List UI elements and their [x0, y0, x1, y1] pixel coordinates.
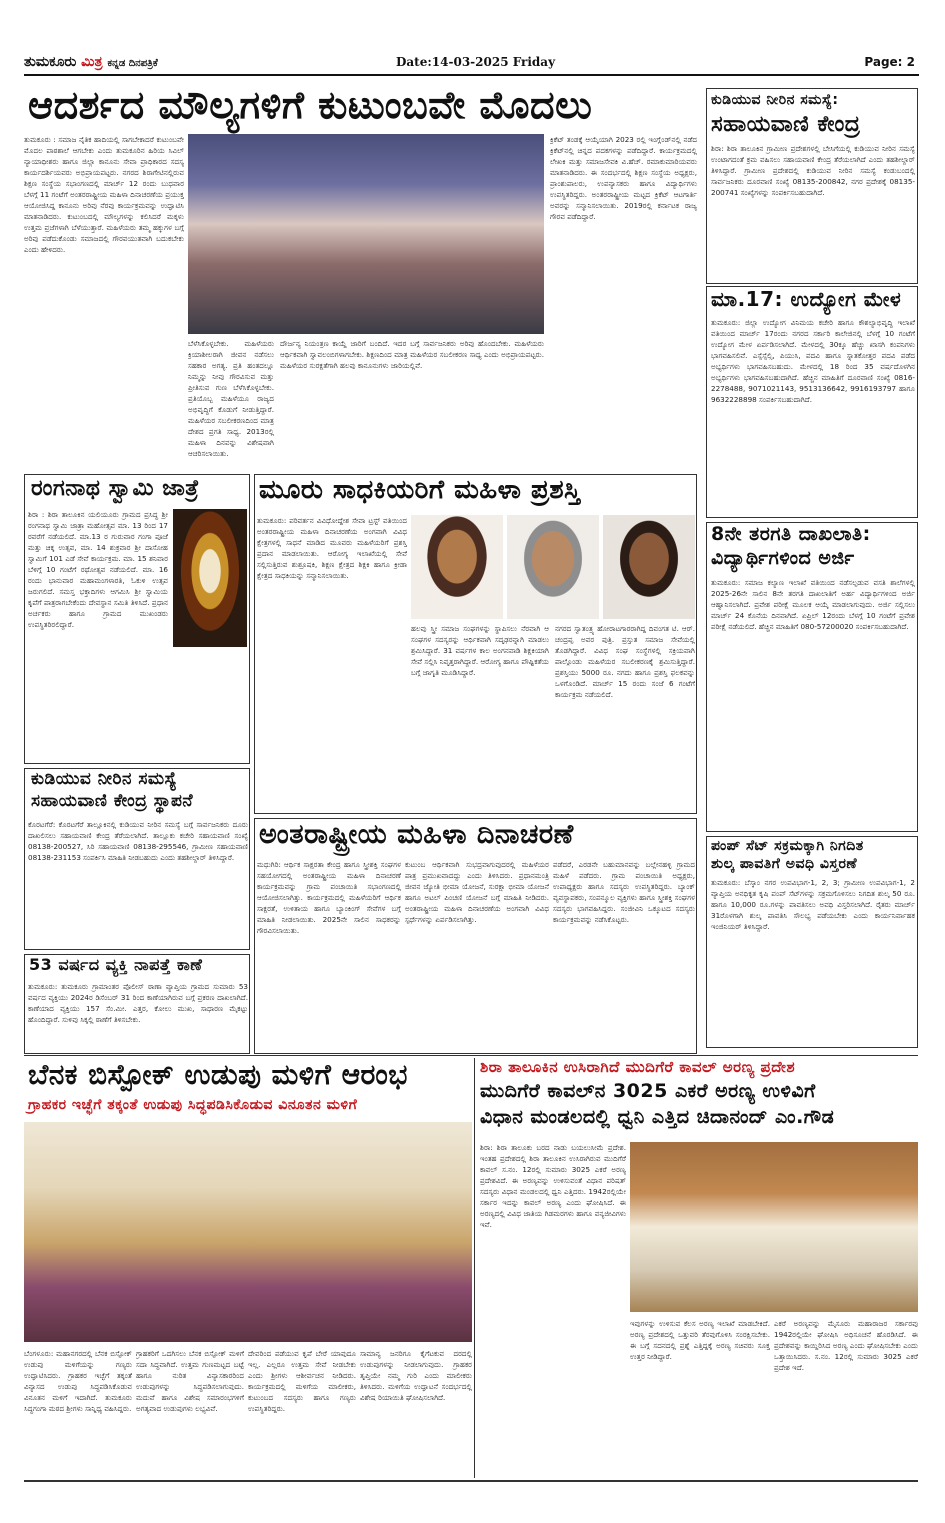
divider	[474, 1058, 475, 1478]
deity-photo	[173, 509, 247, 647]
headline-forest-1: ಮುದಿಗೆರೆ ಕಾವಲ್‌ನ 3025 ಎಕರೆ ಅರಣ್ಯ ಉಳಿವಿಗೆ	[480, 1080, 816, 1102]
headline-water-center-2: ಸಹಾಯವಾಣಿ ಕೇಂದ್ರ ಸ್ಥಾಪನೆ	[31, 791, 194, 811]
values-col-3: ದೌರ್ಜನ್ಯ ನಿಯಂತ್ರಣ ಕಾಯ್ದೆ ಜಾರಿಗೆ ಬಂದಿದೆ. ಇದರ ಬಗ್ಗೆ ಸಾರ್ವಜನಿಕರು ಅರಿವು ಹೊಂದಬೇಕು. ಮಹಿಳೆಯರು ಆರ್ಥಿಕವಾಗಿ ಸ್ವಾವಲಂಬಿಗಳಾಗಬೇಕು. ಶಿಕ್ಷಣದಿಂದ ಮಾತ್ರ ಮಹಿಳೆಯರ ಸಬಲೀಕರಣ ಸಾಧ್ಯ ಎಂದು ಅಭಿಪ್ರಾಯಪಟ್ಟರು. ಮಹಿಳೆಯರ ಸುರಕ್ಷತೆಗಾಗಿ ಹಲವು ಕಾನೂನುಗಳು ಜಾರಿಯಲ್ಲಿವೆ.	[280, 339, 544, 370]
brand-left: ತುಮಕೂರು	[24, 54, 77, 70]
article-missing-man	[24, 954, 250, 1054]
awards-col-3: ನಗರದ ಸ್ವಾತಂತ್ರ್ಯ ಹೋರಾಟಗಾರರಾಗಿದ್ದ ದಿವಂಗತ ಟಿ. ಆರ್. ಚಂದ್ರಪ್ಪ ಅವರ ಪುತ್ರಿ. ಪ್ರಸ್ತುತ ಸಮಾಜ ಸೇವೆಯಲ್ಲಿ ತೊಡಗಿದ್ದಾರೆ. ವಿವಿಧ ಸಂಘ ಸಂಸ್ಥೆಗಳಲ್ಲಿ ಸಕ್ರಿಯವಾಗಿ ಪಾಲ್ಗೊಂಡು ಮಹಿಳೆಯರ ಸಬಲೀಕರಣಕ್ಕೆ ಶ್ರಮಿಸುತ್ತಿದ್ದಾರೆ. ಪ್ರಶಸ್ತಿಯು 5000 ರೂ. ನಗದು ಹಾಗೂ ಪ್ರಶಸ್ತಿ ಫಲಕವನ್ನು ಒಳಗೊಂಡಿದೆ. ಮಾರ್ಚ್ 15 ರಂದು ಸಂಜೆ 6 ಗಂಟೆಗೆ ಕಾರ್ಯಕ್ರಮ ನಡೆಯಲಿದೆ.	[555, 624, 695, 699]
article-women-awards	[254, 474, 697, 814]
job-fair-body: ತುಮಕೂರು: ಜಿಲ್ಲಾ ಉದ್ಯೋಗ ವಿನಿಮಯ ಕಚೇರಿ ಹಾಗೂ ಕೌಶಲ್ಯಾಭಿವೃದ್ಧಿ ಇಲಾಖೆ ವತಿಯಿಂದ ಮಾರ್ಚ್ 17ರಂದು ನಗರದ ಸರ್ಕಾರಿ ಕಾಲೇಜಿನಲ್ಲಿ ಬೆಳಗ್ಗೆ 10 ಗಂಟೆಗೆ ಉದ್ಯೋಗ ಮೇಳ ಏರ್ಪಡಿಸಲಾಗಿದೆ. ಮೇಳದಲ್ಲಿ 30ಕ್ಕೂ ಹೆಚ್ಚು ಖಾಸಗಿ ಕಂಪನಿಗಳು ಭಾಗವಹಿಸಲಿವೆ. ಎಸ್ಸೆಸ್ಸೆಲ್ಸಿ, ಪಿಯುಸಿ, ಪದವಿ ಹಾಗೂ ಸ್ನಾತಕೋತ್ತರ ಪದವಿ ಪಡೆದ ಅಭ್ಯರ್ಥಿಗಳು ಭಾಗವಹಿಸಬಹುದು. ಮೇಳದಲ್ಲಿ 18 ರಿಂದ 35 ವರ್ಷದೊಳಗಿನ ಅಭ್ಯರ್ಥಿಗಳು ಭಾಗವಹಿಸಬಹುದಾಗಿದೆ. ಹೆಚ್ಚಿನ ಮಾಹಿತಿಗೆ ದೂರವಾಣಿ ಸಂಖ್ಯೆ 0816-2278488, 9071021143, 9513136642, 9916193797 ಹಾಗೂ 9632228898 ಸಂಪರ್ಕಿಸಬಹುದಾಗಿದೆ.	[711, 318, 915, 404]
awardee-photo-2	[507, 515, 599, 619]
benaka-col-4: ಸಾಮಾನ್ಯ ಜನರಿಗೂ ಕೈಗೆಟಕುವ ದರದಲ್ಲಿ ಉಡುಪುಗಳನ್ನು ನೀಡಲಾಗುವುದು. ಗ್ರಾಹಕರ ತೃಪ್ತಿಯೇ ನಮ್ಮ ಗುರಿ ಎಂದು ಮಾಲೀಕರು ತಿಳಿಸಿದರು. ಮಳಿಗೆಯ ಉದ್ಘಾಟನೆ ಸಂದರ್ಭದಲ್ಲಿ ವಿಶೇಷ ರಿಯಾಯಿತಿ ಘೋಷಿಸಲಾಗಿದೆ.	[360, 1349, 472, 1402]
tagline: ಕನ್ನಡ ದಿನಪತ್ರಿಕೆ	[107, 58, 158, 69]
headline-pumpset-2: ಶುಲ್ಕ ಪಾವತಿಗೆ ಅವಧಿ ವಿಸ್ತರಣೆ	[711, 856, 858, 872]
missing-man-body: ತುಮಕೂರು: ತುಮಕೂರು ಗ್ರಾಮಾಂತರ ಪೊಲೀಸ್ ಠಾಣಾ ವ್ಯಾಪ್ತಿಯ ಗ್ರಾಮದ ಸುಮಾರು 53 ವರ್ಷದ ವ್ಯಕ್ತಿಯು 2024ರ ಡಿಸೆಂಬರ್ 31 ರಿಂದ ಕಾಣೆಯಾಗಿರುವ ಬಗ್ಗೆ ಪ್ರಕರಣ ದಾಖಲಾಗಿದೆ. ಕಾಣೆಯಾದ ವ್ಯಕ್ತಿಯು 157 ಸೆಂ.ಮೀ. ಎತ್ತರ, ಕೋಲು ಮುಖ, ಸಾಧಾರಣ ಮೈಕಟ್ಟು ಹೊಂದಿದ್ದಾರೆ. ಸುಳಿವು ಸಿಕ್ಕಲ್ಲಿ ಠಾಣೆಗೆ ತಿಳಿಸಬೇಕು.	[28, 982, 248, 1024]
awardee-photo-3	[603, 515, 695, 619]
womens-day-col-2: ಕುಟುಂಬ ಆರ್ಥಿಕವಾಗಿ ಸುಭದ್ರವಾಗುವುದರಲ್ಲಿ ಮಹಿಳೆಯರ ಪಾತ್ರ ಪ್ರಮುಖವಾದದ್ದು ಎಂದು ತಿಳಿಸಿದರು. ಪ್ರಧಾನಮಂತ್ರಿ ಜೀವನ ಜ್ಯೋತಿ ಭೀಮಾ ಯೋಜನೆ, ಸುರಕ್ಷಾ ಭೀಮಾ ಯೋಜನೆ ಹಾಗೂ ಅಟಲ್ ಪಿಂಚಣಿ ಯೋಜನೆ ಬಗ್ಗೆ ಮಾಹಿತಿ ನೀಡಿದರು. ಅಂತರಾಷ್ಟ್ರೀಯ ಮಹಿಳಾ ದಿನಾಚರಣೆಯ ಅಂಗವಾಗಿ ವಿವಿಧ ಸ್ಪರ್ಧೆಗಳನ್ನು ಏರ್ಪಡಿಸಲಾಗಿತ್ತು.	[405, 860, 549, 924]
masthead	[24, 54, 158, 70]
mla-photo	[630, 1142, 918, 1312]
article-admission	[706, 522, 918, 832]
article-ranganatha	[24, 474, 250, 764]
article-womens-day	[254, 818, 697, 1054]
article-pumpset	[706, 836, 918, 1048]
womens-day-col-1: ಮಧುಗಿರಿ: ಆರ್ಥಿಕ ಸಾಕ್ಷರತಾ ಕೇಂದ್ರ ಹಾಗೂ ಸ್ತ್ರೀಶಕ್ತಿ ಸಂಘಗಳ ಸಹಯೋಗದಲ್ಲಿ ಅಂತರಾಷ್ಟ್ರೀಯ ಮಹಿಳಾ ದಿನಾಚರಣೆ ಕಾರ್ಯಕ್ರಮವನ್ನು ಗ್ರಾಮ ಪಂಚಾಯಿತಿ ಸಭಾಂಗಣದಲ್ಲಿ ಆಯೋಜಿಸಲಾಗಿತ್ತು. ಕಾರ್ಯಕ್ರಮದಲ್ಲಿ ಮಹಿಳೆಯರಿಗೆ ಆರ್ಥಿಕ ಸಾಕ್ಷರತೆ, ಉಳಿತಾಯ ಹಾಗೂ ಬ್ಯಾಂಕಿಂಗ್ ಸೇವೆಗಳ ಬಗ್ಗೆ ಮಾಹಿತಿ ನೀಡಲಾಯಿತು. 2025ನೇ ಸಾಲಿನ ಸಾಧಕರನ್ನು ಗೌರವಿಸಲಾಯಿತು.	[257, 860, 401, 935]
values-col-2: ಬೆಳೆಸಿಕೊಳ್ಳಬೇಕು. ಮಹಿಳೆಯರು ಕ್ರಿಯಾಶೀಲರಾಗಿ ಜೀವನ ನಡೆಸಲು ಸಹಕಾರ ಅಗತ್ಯ. ಪ್ರತಿ ಹಂತದಲ್ಲೂ ನಿಮ್ಮನ್ನು ನೀವು ಗೌರವಿಸುವ ಮತ್ತು ಪ್ರೀತಿಸುವ ಗುಣ ಬೆಳೆಸಿಕೊಳ್ಳಬೇಕು. ಪ್ರತಿಯೊಬ್ಬ ಮಹಿಳೆಯೂ ರಾಜ್ಯದ ಅಭಿವೃದ್ಧಿಗೆ ಕೊಡುಗೆ ನೀಡುತ್ತಿದ್ದಾರೆ. ಮಹಿಳೆಯರ ಸಬಲೀಕರಣದಿಂದ ಮಾತ್ರ ದೇಶದ ಪ್ರಗತಿ ಸಾಧ್ಯ. 2013ರಲ್ಲಿ ಮಹಿಳಾ ದಿನವನ್ನು ವಿಶೇಷವಾಗಿ ಆಚರಿಸಲಾಯಿತು.	[188, 339, 274, 458]
benaka-col-3: ದೇವರಿಂದ ಪಡೆಯುವ ಕೃಪೆ ಬೇರೆ ಯಾವುದೂ ಇಲ್ಲ. ಎಲ್ಲರೂ ಉತ್ತಮ ಸೇವೆ ನೀಡಬೇಕು ಎಂದು ಶ್ರೀಗಳು ಆಶೀರ್ವಚನ ನೀಡಿದರು. ಕಾರ್ಯಕ್ರಮದಲ್ಲಿ ಮಳಿಗೆಯ ಮಾಲೀಕರು, ಕುಟುಂಬದ ಸದಸ್ಯರು ಹಾಗೂ ಗಣ್ಯರು ಉಪಸ್ಥಿತರಿದ್ದರು.	[248, 1349, 356, 1413]
footer-rule	[24, 1480, 918, 1482]
dateline: Date:14-03-2025 Friday	[396, 55, 556, 69]
event-photo	[188, 134, 544, 334]
headline-missing-man: 53 ವರ್ಷದ ವ್ಯಕ್ತಿ ನಾಪತ್ತೆ ಕಾಣೆ	[29, 955, 203, 974]
headline-admission-2: ವಿದ್ಯಾರ್ಥಿಗಳಿಂದ ಅರ್ಜಿ	[711, 547, 855, 569]
headline-water-center-1: ಕುಡಿಯುವ ನೀರಿನ ಸಮಸ್ಯೆ	[31, 769, 178, 789]
article-water-center	[24, 768, 250, 950]
kicker-forest: ಶಿರಾ ತಾಲೂಕಿನ ಉಸಿರಾಗಿದೆ ಮುದಿಗೆರೆ ಕಾವಲ್ ಅರಣ್ಯ ಪ್ರದೇಶ	[480, 1058, 796, 1076]
water-center-body: ಕೊರಟಗೆರೆ: ಕೊರಟಗೆರೆ ತಾಲ್ಲೂಕಿನಲ್ಲಿ ಕುಡಿಯುವ ನೀರಿನ ಸಮಸ್ಯೆ ಬಗ್ಗೆ ಸಾರ್ವಜನಿಕರು ದೂರು ದಾಖಲಿಸಲು ಸಹಾಯವಾಣಿ ಕೇಂದ್ರ ತೆರೆಯಲಾಗಿದೆ. ತಾಲ್ಲೂಕು ಕಚೇರಿ ಸಹಾಯವಾಣಿ ಸಂಖ್ಯೆ 08138-200527, ಸಿರಿ ಸಹಾಯವಾಣಿ 08138-295546, ಗ್ರಾಮೀಣ ಸಹಾಯವಾಣಿ 08138-231153 ಸಂಪರ್ಕಿಸಿ ಮಾಹಿತಿ ನೀಡಬಹುದು ಎಂದು ತಹಶೀಲ್ದಾರ್ ತಿಳಿಸಿದ್ದಾರೆ.	[28, 820, 248, 862]
article-job-fair	[706, 286, 918, 518]
article-forest	[476, 1058, 918, 1478]
shop-opening-photo	[24, 1122, 472, 1342]
headline-water-helpline-2: ಸಹಾಯವಾಣಿ ಕೇಂದ್ರ	[711, 112, 861, 137]
headline-values-family: ಆದರ್ಶದ ಮೌಲ್ಯಗಳಿಗೆ ಕುಟುಂಬವೇ ಮೊದಲು	[28, 83, 593, 127]
divider	[24, 1055, 918, 1056]
awards-col-1: ತುಮಕೂರು: ಪರಿವರ್ತನ ವಿವಿಧೋದ್ದೇಶ ಸೇವಾ ಟ್ರಸ್ಟ್ ವತಿಯಿಂದ ಅಂತರರಾಷ್ಟ್ರೀಯ ಮಹಿಳಾ ದಿನಾಚರಣೆಯ ಅಂಗವಾಗಿ ವಿವಿಧ ಕ್ಷೇತ್ರಗಳಲ್ಲಿ ಸಾಧನೆ ಮಾಡಿದ ಮೂವರು ಮಹಿಳೆಯರಿಗೆ ಪ್ರಶಸ್ತಿ ಪ್ರದಾನ ಮಾಡಲಾಯಿತು. ಆರೋಗ್ಯ ಇಲಾಖೆಯಲ್ಲಿ ಸೇವೆ ಸಲ್ಲಿಸುತ್ತಿರುವ ಶುಶ್ರೂಷಕಿ, ಶಿಕ್ಷಣ ಕ್ಷೇತ್ರದ ಶಿಕ್ಷಕಿ ಹಾಗೂ ಕ್ರೀಡಾ ಕ್ಷೇತ್ರದ ಸಾಧಕಿಯನ್ನು ಸನ್ಮಾನಿಸಲಾಯಿತು.	[257, 516, 407, 580]
forest-col-1: ಶಿರಾ: ಶಿರಾ ತಾಲೂಕು ಬರದ ನಾಡು ಬಯಲುಸೀಮೆ ಪ್ರದೇಶ. ಇಂತಹ ಪ್ರದೇಶದಲ್ಲಿ ಶಿರಾ ತಾಲೂಕಿನ ಉಸಿರಾಗಿರುವ ಮುದಿಗೆರೆ ಕಾವಲ್ ಸ.ನಂ. 12ರಲ್ಲಿ ಸುಮಾರು 3025 ಎಕರೆ ಅರಣ್ಯ ಪ್ರದೇಶವಿದೆ. ಈ ಅರಣ್ಯವನ್ನು ಉಳಿಸುವಂತೆ ವಿಧಾನ ಪರಿಷತ್ ಸದಸ್ಯರು ವಿಧಾನ ಮಂಡಲದಲ್ಲಿ ಧ್ವನಿ ಎತ್ತಿದರು. 1942ರಲ್ಲಿಯೇ ಸರ್ಕಾರ ಇದನ್ನು ಕಾವಲ್ ಅರಣ್ಯ ಎಂದು ಘೋಷಿಸಿದೆ. ಈ ಅರಣ್ಯದಲ್ಲಿ ವಿವಿಧ ಜಾತಿಯ ಗಿಡಮರಗಳು ಹಾಗೂ ವನ್ಯಜೀವಿಗಳು ಇವೆ.	[480, 1143, 626, 1229]
forest-col-3: ಎಕರೆ ಅರಣ್ಯವನ್ನು ಮೈಸೂರು ಮಹಾರಾಜರ ಸರ್ಕಾರವು 1942ರಲ್ಲಿಯೇ ಘೋಷಿಸಿ ಅಧಿಸೂಚನೆ ಹೊರಡಿಸಿದೆ. ಈ ಪ್ರದೇಶವನ್ನು ಕಾಯ್ದಿರಿಸಿದ ಅರಣ್ಯ ಎಂದು ಘೋಷಿಸಬೇಕು ಎಂದು ಒತ್ತಾಯಿಸಿದರು. ಸ.ನಂ. 12ರಲ್ಲಿ ಸುಮಾರು 3025 ಎಕರೆ ಪ್ರದೇಶ ಇದೆ.	[774, 1319, 918, 1372]
headline-water-helpline-1: ಕುಡಿಯುವ ನೀರಿನ ಸಮಸ್ಯೆ:	[711, 92, 839, 108]
headline-forest-2: ವಿಧಾನ ಮಂಡಲದಲ್ಲಿ ಧ್ವನಿ ಎತ್ತಿದ ಚಿದಾನಂದ್ ಎಂ.ಗೌಡ	[480, 1106, 835, 1128]
womens-day-col-3: ಪಡೆದರೆ, ಎರಡನೇ ಬಹುಮಾನವನ್ನು ಬಲ್ಲೇನಹಳ್ಳಿ ಗ್ರಾಮದ ಮಹಿಳೆ ಪಡೆದರು. ಗ್ರಾಮ ಪಂಚಾಯಿತಿ ಅಧ್ಯಕ್ಷರು, ಉಪಾಧ್ಯಕ್ಷರು ಹಾಗೂ ಸದಸ್ಯರು ಉಪಸ್ಥಿತರಿದ್ದರು. ಬ್ಯಾಂಕ್ ವ್ಯವಸ್ಥಾಪಕರು, ಸಂಪನ್ಮೂಲ ವ್ಯಕ್ತಿಗಳು ಹಾಗೂ ಸ್ತ್ರೀಶಕ್ತಿ ಸಂಘಗಳ ಸದಸ್ಯರು ಭಾಗವಹಿಸಿದ್ದರು. ಸಂಜೀವಿನಿ ಒಕ್ಕೂಟದ ಸದಸ್ಯರು ಕಾರ್ಯಕ್ರಮವನ್ನು ನಡೆಸಿಕೊಟ್ಟರು.	[553, 860, 695, 924]
values-col-1: ತುಮಕೂರು : ಸಮಾಜ ನೈತಿಕ ಹಾದಿಯಲ್ಲಿ ಸಾಗಬೇಕಾದರೆ ಕುಟುಂಬವೇ ಮೊದಲ ಪಾಠಶಾಲೆ ಆಗಬೇಕು ಎಂದು ತುಮಕೂರಿನ ಹಿರಿಯ ಸಿವಿಲ್ ನ್ಯಾಯಾಧೀಶರು ಹಾಗೂ ಜಿಲ್ಲಾ ಕಾನೂನು ಸೇವಾ ಪ್ರಾಧಿಕಾರದ ಸದಸ್ಯ ಕಾರ್ಯದರ್ಶಿಯವರು ಅಭಿಪ್ರಾಯಪಟ್ಟರು. ನಗರದ ಶಿರಾಗೇಟಿನಲ್ಲಿರುವ ಶಿಕ್ಷಣ ಸಂಸ್ಥೆಯ ಸಭಾಂಗಣದಲ್ಲಿ ಮಾರ್ಚ್ 12 ರಂದು ಬುಧವಾರ ಬೆಳಗ್ಗೆ 11 ಗಂಟೆಗೆ ಅಂತರರಾಷ್ಟ್ರೀಯ ಮಹಿಳಾ ದಿನಾಚರಣೆಯ ಪ್ರಯುಕ್ತ ಆಯೋಜಿಸಿದ್ದ ಕಾನೂನು ಅರಿವು ನೆರವು ಕಾರ್ಯಕ್ರಮವನ್ನು ಉದ್ಘಾಟಿಸಿ ಮಾತನಾಡಿದರು. ಕುಟುಂಬದಲ್ಲಿ ಮೌಲ್ಯಗಳನ್ನು ಕಲಿಸಿದರೆ ಮಕ್ಕಳು ಉತ್ತಮ ಪ್ರಜೆಗಳಾಗಿ ಬೆಳೆಯುತ್ತಾರೆ. ಮಹಿಳೆಯರು ತಮ್ಮ ಹಕ್ಕುಗಳ ಬಗ್ಗೆ ಅರಿವು ಪಡೆದುಕೊಂಡು ಸಮಾಜದಲ್ಲಿ ಗೌರವಯುತವಾಗಿ ಬದುಕಬೇಕು ಎಂದು ಹೇಳಿದರು.	[24, 135, 184, 254]
article-benaka	[24, 1058, 472, 1478]
headline-job-fair: ಮಾ.17: ಉದ್ಯೋಗ ಮೇಳ	[711, 287, 902, 311]
headline-benaka: ಬೆನಕ ಬಿಸ್ಪೋಕ್ ಉಡುಪು ಮಳಿಗೆ ಆರಂಭ	[28, 1058, 408, 1091]
water-helpline-body: ಶಿರಾ: ಶಿರಾ ತಾಲೂಕಿನ ಗ್ರಾಮೀಣ ಪ್ರದೇಶಗಳಲ್ಲಿ ಬೇಸಿಗೆಯಲ್ಲಿ ಕುಡಿಯುವ ನೀರಿನ ಸಮಸ್ಯೆ ಉಂಟಾಗದಂತೆ ಕ್ರಮ ವಹಿಸಲು ಸಹಾಯವಾಣಿ ಕೇಂದ್ರ ತೆರೆಯಲಾಗಿದೆ ಎಂದು ತಹಶೀಲ್ದಾರ್ ತಿಳಿಸಿದ್ದಾರೆ. ಗ್ರಾಮೀಣ ಪ್ರದೇಶದಲ್ಲಿ ಕುಡಿಯುವ ನೀರಿನ ಸಮಸ್ಯೆ ಕಂಡುಬಂದಲ್ಲಿ ಸಾರ್ವಜನಿಕರು ದೂರವಾಣಿ ಸಂಖ್ಯೆ 08135-200842, ನಗರ ಪ್ರದೇಶಕ್ಕೆ 08135-200741 ಸಂಖ್ಯೆಗಳನ್ನು ಸಂಪರ್ಕಿಸಬಹುದಾಗಿದೆ.	[711, 144, 915, 197]
article-water-helpline	[706, 88, 918, 284]
headline-ranganatha: ರಂಗನಾಥ ಸ್ವಾಮಿ ಜಾತ್ರೆ	[31, 476, 200, 501]
page-number: Page: 2	[864, 55, 915, 69]
headline-womens-day: ಅಂತರಾಷ್ಟ್ರೀಯ ಮಹಿಳಾ ದಿನಾಚರಣೆ	[259, 819, 574, 850]
values-col-4: ಕ್ರಿಕೆಟ್ ತಂಡಕ್ಕೆ ಆಯ್ಕೆಯಾಗಿ 2023 ರಲ್ಲಿ ಇಂಗ್ಲೆಂಡ್‌ನಲ್ಲಿ ನಡೆದ ಕ್ರಿಕೆಟ್‌ನಲ್ಲಿ ಚಿನ್ನದ ಪದಕಗಳನ್ನು ಪಡೆದಿದ್ದಾರೆ. ಕಾರ್ಯಕ್ರಮದಲ್ಲಿ ಲೇಖಕಿ ಮತ್ತು ಸಮಾಜಸೇವಕಿ ವಿ.ಹೆಚ್. ರಮಾಕುಮಾರಿಯವರು ಮಾತನಾಡಿದರು. ಈ ಸಂದರ್ಭದಲ್ಲಿ ಶಿಕ್ಷಣ ಸಂಸ್ಥೆಯ ಅಧ್ಯಕ್ಷರು, ಪ್ರಾಂಶುಪಾಲರು, ಉಪನ್ಯಾಸಕರು ಹಾಗೂ ವಿದ್ಯಾರ್ಥಿಗಳು ಉಪಸ್ಥಿತರಿದ್ದರು. ಅಂತರರಾಷ್ಟ್ರೀಯ ಮಟ್ಟದ ಕ್ರಿಕೆಟ್ ಆಟಗಾರ್ತಿ ಅವರನ್ನು ಸನ್ಮಾನಿಸಲಾಯಿತು. 2019ರಲ್ಲಿ ಕರ್ನಾಟಕ ರಾಜ್ಯ ಗೌರವ ಪಡೆದಿದ್ದಾರೆ.	[550, 135, 697, 221]
brand-right: ಮಿತ್ರ	[81, 54, 103, 70]
masthead-bar	[24, 52, 919, 76]
headline-pumpset-1: ಪಂಪ್ ಸೆಟ್ ಸಕ್ರಮಕ್ಕಾಗಿ ನಿಗದಿತ	[711, 838, 864, 854]
awards-col-1b	[257, 623, 405, 813]
forest-col-2: ಇವುಗಳನ್ನು ಉಳಿಸುವ ಕೆಲಸ ಅರಣ್ಯ ಇಲಾಖೆ ಮಾಡಬೇಕಿದೆ. ಅರಣ್ಯ ಪ್ರದೇಶದಲ್ಲಿ ಒತ್ತುವರಿ ತೆರವುಗೊಳಿಸಿ ಸಂರಕ್ಷಿಸಬೇಕು. ಈ ಬಗ್ಗೆ ಸದನದಲ್ಲಿ ಪ್ರಶ್ನೆ ಎತ್ತಿದ್ದಕ್ಕೆ ಅರಣ್ಯ ಸಚಿವರು ಸೂಕ್ತ ಉತ್ತರ ನೀಡಿದ್ದಾರೆ.	[630, 1319, 770, 1361]
headline-admission-1: 8ನೇ ತರಗತಿ ದಾಖಲಾತಿ:	[711, 523, 871, 545]
ranganatha-body: ಶಿರಾ : ಶಿರಾ ತಾಲೂಕಿನ ಯಲಿಯೂರು ಗ್ರಾಮದ ಪ್ರಸಿದ್ಧ ಶ್ರೀ ರಂಗನಾಥ ಸ್ವಾಮಿ ಜಾತ್ರಾ ಮಹೋತ್ಸವ ಮಾ. 13 ರಿಂದ 17 ರವರೆಗೆ ನಡೆಯಲಿದೆ. ಮಾ.13 ರ ಗುರುವಾರ ಗಂಗಾ ಪೂಜೆ ಮತ್ತು ಚಿಕ್ಕ ಉತ್ಸವ, ಮಾ. 14 ಶುಕ್ರವಾರ ಶ್ರೀ ದಾಸೋಹ ಸ್ವಾಮಿಗೆ 101 ಎಡೆ ಸೇವೆ ಕಾರ್ಯಕ್ರಮ. ಮಾ. 15 ಶನಿವಾರ ಬೆಳಿಗ್ಗೆ 10 ಗಂಟೆಗೆ ರಥೋತ್ಸವ ನಡೆಯಲಿದೆ. ಮಾ. 16 ರಂದು ಭಾನುವಾರ ಮಹಾಮಂಗಳಾರತಿ, ಓಕುಳಿ ಉತ್ಸವ ಜರುಗಲಿದೆ. ಸಮಸ್ತ ಭಕ್ತಾದಿಗಳು ಆಗಮಿಸಿ ಶ್ರೀ ಸ್ವಾಮಿಯ ಕೃಪೆಗೆ ಪಾತ್ರರಾಗಬೇಕೆಂದು ದೇವಸ್ಥಾನ ಸಮಿತಿ ತಿಳಿಸಿದೆ. ಪ್ರಧಾನ ಅರ್ಚಕರು ಹಾಗೂ ಗ್ರಾಮದ ಮುಖಂಡರು ಉಪಸ್ಥಿತರಿರಲಿದ್ದಾರೆ.	[28, 510, 168, 629]
pumpset-body: ತುಮಕೂರು: ಬೆಸ್ಕಾಂ ನಗರ ಉಪವಿಭಾಗ-1, 2, 3; ಗ್ರಾಮೀಣ ಉಪವಿಭಾಗ-1, 2 ವ್ಯಾಪ್ತಿಯ ಅನಧಿಕೃತ ಕೃಷಿ ಪಂಪ್ ಸೆಟ್‌ಗಳನ್ನು ಸಕ್ರಮಗೊಳಿಸಲು ನಿಗದಿತ ಶುಲ್ಕ 50 ರೂ. ಹಾಗೂ 10,000 ರೂ.ಗಳನ್ನು ಪಾವತಿಸಲು ಅವಧಿ ವಿಸ್ತರಿಸಲಾಗಿದೆ. ರೈತರು ಮಾರ್ಚ್ 31ರೊಳಗಾಗಿ ಶುಲ್ಕ ಪಾವತಿಸಿ ಸೌಲಭ್ಯ ಪಡೆಯಬೇಕು ಎಂದು ಕಾರ್ಯನಿರ್ವಾಹಕ ಇಂಜಿನಿಯರ್ ತಿಳಿಸಿದ್ದಾರೆ.	[711, 878, 915, 931]
awards-col-2: ಹಲವು ಸ್ತ್ರೀ ಸಮಾಜ ಸಂಘಗಳನ್ನು ಸ್ಥಾಪಿಸಲು ನೆರವಾಗಿ ಆ ಸಂಘಗಳ ಸದಸ್ಯರನ್ನು ಆರ್ಥಿಕವಾಗಿ ಸದೃಢರನ್ನಾಗಿ ಮಾಡಲು ಶ್ರಮಿಸಿದ್ದಾರೆ. 31 ವರ್ಷಗಳ ಕಾಲ ಅಂಗನವಾಡಿ ಶಿಕ್ಷಕಿಯಾಗಿ ಸೇವೆ ಸಲ್ಲಿಸಿ ನಿವೃತ್ತರಾಗಿದ್ದಾರೆ. ಆರೋಗ್ಯ ಹಾಗೂ ಪೌಷ್ಟಿಕತೆಯ ಬಗ್ಗೆ ಜಾಗೃತಿ ಮೂಡಿಸಿದ್ದಾರೆ.	[411, 624, 549, 677]
admission-body: ತುಮಕೂರು: ಸಮಾಜ ಕಲ್ಯಾಣ ಇಲಾಖೆ ವತಿಯಿಂದ ನಡೆಸಲ್ಪಡುವ ವಸತಿ ಶಾಲೆಗಳಲ್ಲಿ 2025-26ನೇ ಸಾಲಿನ 8ನೇ ತರಗತಿ ದಾಖಲಾತಿಗೆ ಅರ್ಹ ವಿದ್ಯಾರ್ಥಿಗಳಿಂದ ಅರ್ಜಿ ಆಹ್ವಾನಿಸಲಾಗಿದೆ. ಪ್ರವೇಶ ಪರೀಕ್ಷೆ ಮೂಲಕ ಆಯ್ಕೆ ಮಾಡಲಾಗುವುದು. ಅರ್ಜಿ ಸಲ್ಲಿಸಲು ಮಾರ್ಚ್ 24 ಕೊನೆಯ ದಿನವಾಗಿದೆ. ಏಪ್ರಿಲ್ 12ರಂದು ಬೆಳಗ್ಗೆ 10 ಗಂಟೆಗೆ ಪ್ರವೇಶ ಪರೀಕ್ಷೆ ನಡೆಯಲಿದೆ. ಹೆಚ್ಚಿನ ಮಾಹಿತಿಗೆ 080-57200020 ಸಂಪರ್ಕಿಸಬಹುದಾಗಿದೆ.	[711, 578, 915, 631]
subhead-benaka: ಗ್ರಾಹಕರ ಇಚ್ಛೆಗೆ ತಕ್ಕಂತೆ ಉಡುಪು ಸಿದ್ಧಪಡಿಸಿಕೊಡುವ ವಿನೂತನ ಮಳಿಗೆ	[28, 1097, 358, 1113]
benaka-col-1: ಬೆಂಗಳೂರು: ಮಹಾನಗರದಲ್ಲಿ ಬೆನಕ ಬಿಸ್ಪೋಕ್ ಉಡುಪು ಮಳಿಗೆಯನ್ನು ಗಣ್ಯರು ಉದ್ಘಾಟಿಸಿದರು. ಗ್ರಾಹಕರ ಇಚ್ಛೆಗೆ ತಕ್ಕಂತೆ ವಿನ್ಯಾಸದ ಉಡುಪು ಸಿದ್ಧಪಡಿಸಿಕೊಡುವ ವಿನೂತನ ಮಳಿಗೆ ಇದಾಗಿದೆ. ತುಮಕೂರು ಸಿದ್ಧಗಂಗಾ ಮಠದ ಶ್ರೀಗಳು ಸಾನ್ನಿಧ್ಯ ವಹಿಸಿದ್ದರು.	[24, 1349, 132, 1413]
headline-women-awards: ಮೂರು ಸಾಧಕಿಯರಿಗೆ ಮಹಿಳಾ ಪ್ರಶಸ್ತಿ	[259, 475, 581, 505]
article-values-family	[24, 80, 697, 473]
benaka-col-2: ಗ್ರಾಹಕರಿಗೆ ಒದಗಿಸಲು ಬೆನಕ ಬಿಸ್ಪೋಕ್ ಮಳಿಗೆ ಸದಾ ಸಿದ್ಧವಾಗಿದೆ. ಉತ್ತಮ ಗುಣಮಟ್ಟದ ಬಟ್ಟೆ ಹಾಗೂ ನುರಿತ ವಿನ್ಯಾಸಕಾರರಿಂದ ಉಡುಪುಗಳನ್ನು ಸಿದ್ಧಪಡಿಸಲಾಗುವುದು. ಮದುವೆ ಹಾಗೂ ವಿಶೇಷ ಸಮಾರಂಭಗಳಿಗೆ ಅಗತ್ಯವಾದ ಉಡುಪುಗಳು ಲಭ್ಯವಿವೆ.	[136, 1349, 244, 1413]
awardee-photo-1	[411, 515, 503, 619]
